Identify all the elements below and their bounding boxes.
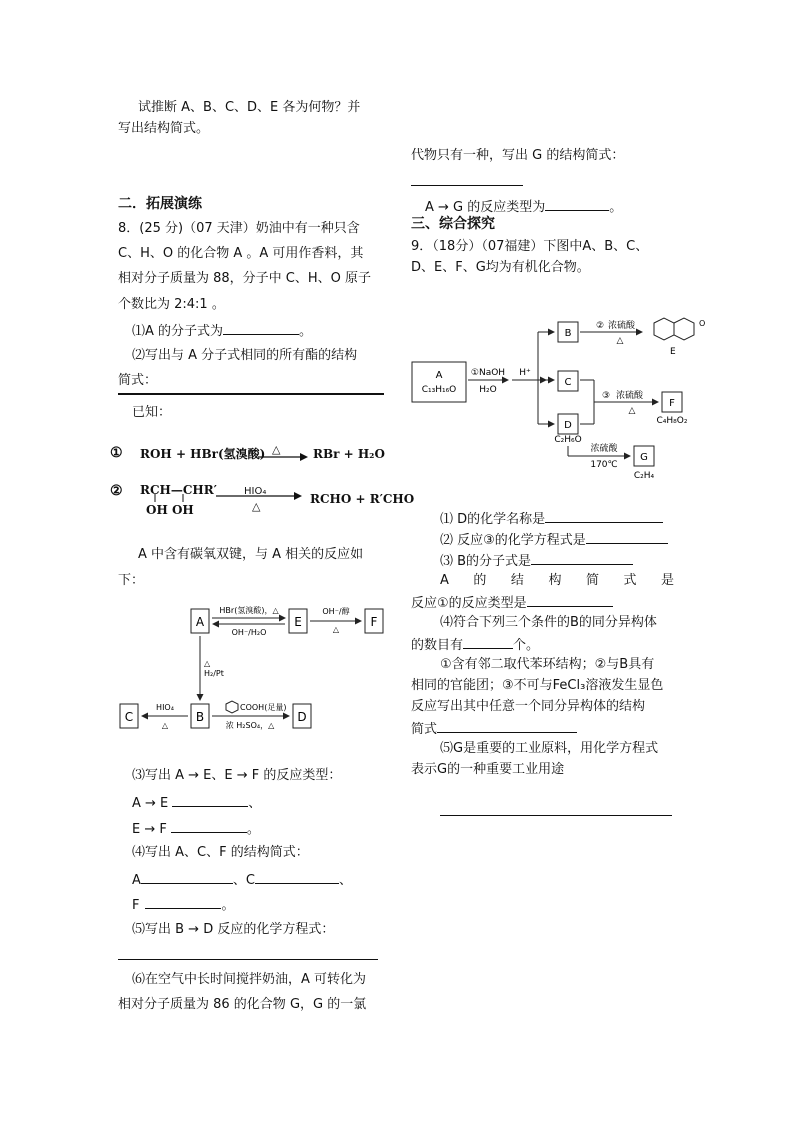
q8-line-3: 相对分子质量为 88，分子中 C、H、O 原子 <box>118 271 372 286</box>
label-A2: A <box>435 370 443 381</box>
ab-1: △ <box>204 659 211 668</box>
ag-type-blank[interactable] <box>545 196 609 211</box>
eq2-top: RCH—CHR′ <box>140 483 217 497</box>
q8-part6-line-2: 相对分子质量为 86 的化合物 G，G 的一氯 <box>118 997 367 1012</box>
reaction-scheme-1 <box>110 600 390 745</box>
q8-part1-blank[interactable] <box>223 320 299 335</box>
bd-bottom: 浓 H₂SO₄，△ <box>225 721 275 730</box>
q8-part2-line-1: ⑵写出与 A 分子式相同的所有酯的结构 <box>132 348 358 363</box>
q9-part4-line-2 <box>411 634 539 656</box>
q8-part4-f <box>132 894 235 916</box>
q9-part3c <box>411 592 613 614</box>
g-structure-blank[interactable] <box>411 185 523 186</box>
eq2-cond-top: HIO₄ <box>244 486 267 497</box>
eq2-number: ② <box>110 483 123 499</box>
q8-part4-c-end: 、 <box>338 873 352 888</box>
q8-line-1: 8．(25 分)（07 天津）奶油中有一种只含 <box>118 221 360 236</box>
q9-part4-line-3: ①含有邻二取代苯环结构；②与B具有 <box>440 657 655 672</box>
q9-part3-text: ⑶ B的分子式是 <box>440 554 532 569</box>
known-label: 已知： <box>132 405 172 420</box>
label-C: C <box>124 710 134 724</box>
g-usage-answer-line[interactable] <box>440 815 672 816</box>
d-name-blank[interactable] <box>545 508 663 523</box>
spread-char: A <box>440 573 449 588</box>
intro-line-1: 试推断 A、B、C、D、E 各为何物？并 <box>138 100 361 115</box>
q9-part2 <box>440 529 668 551</box>
a-blank[interactable] <box>141 869 233 884</box>
label-A: A <box>195 615 205 629</box>
q9-part4-line-5: 反应写出其中任意一个同分异构体的结构 <box>411 699 646 714</box>
label-C2: C <box>564 377 572 388</box>
q8-part3-ef <box>132 818 260 840</box>
ae-top: HBr(氢溴酸)，△ <box>219 606 279 615</box>
q8-part3-ef-label: E → F <box>132 822 167 837</box>
eq1-number: ① <box>110 445 123 461</box>
q9-part4-structure-text: 简式 <box>411 722 438 737</box>
hplus-label: H⁺ <box>519 368 531 378</box>
label-D: D <box>297 710 307 724</box>
q9-part4-line-1: ⑷符合下列三个条件的B的同分异构体 <box>440 615 657 630</box>
step2-label: ② <box>596 321 605 331</box>
q8-line-4: 个数比为 2:4:1 。 <box>118 297 225 312</box>
q8-part3-ae-end: 、 <box>248 796 262 811</box>
q8-part4-f-end: 。 <box>221 898 235 913</box>
q8-part4-a-label: A <box>132 873 141 888</box>
formula-D2: C₂H₆O <box>554 435 582 445</box>
spread-char: 的 <box>473 573 487 588</box>
q9-line-2: D、E、F、G均为有机化合物。 <box>411 260 590 275</box>
label-B: B <box>195 710 205 724</box>
q8-part1-end: 。 <box>299 324 313 339</box>
q9-part1 <box>440 508 663 530</box>
reaction-scheme-2 <box>408 310 708 485</box>
ef-bottom: △ <box>332 625 340 634</box>
q9-part3b <box>440 571 674 591</box>
q8-note-2: 下： <box>118 573 145 588</box>
h2o-label: H₂O <box>479 385 497 395</box>
q9-line-1: 9．（18分）（07福建）下图中A、B、C、 <box>411 239 649 254</box>
delta-label-1: △ <box>616 336 624 346</box>
label-E: E <box>294 615 302 629</box>
q8-part4-ac <box>132 869 352 891</box>
bc-bottom: △ <box>161 721 169 730</box>
ef-blank[interactable] <box>171 818 247 833</box>
eq1-left: ROH + HBr(氢溴酸) <box>140 447 266 461</box>
b-formula-blank[interactable] <box>531 550 633 565</box>
spread-char: 是 <box>660 573 674 588</box>
q9-part4-count-text: 的数目有 <box>411 638 464 653</box>
spread-char: 结 <box>510 573 524 588</box>
answer-rule <box>118 393 384 395</box>
q9-part5-line-1: ⑸G是重要的工业原料，用化学方程式 <box>440 741 659 756</box>
ab-2: H₂/Pt <box>204 669 224 678</box>
q9-part4-line-6 <box>411 718 577 740</box>
ag-type-text: A → G 的反应类型为 <box>425 200 546 215</box>
ef-top: OH⁻/醇 <box>322 607 350 616</box>
formula-G2: C₂H₄ <box>633 471 655 481</box>
q8-part1-text: ⑴A 的分子式为 <box>132 324 224 339</box>
eq2-cond-bottom: △ <box>252 500 261 513</box>
q8-part3-ef-end: 。 <box>246 822 260 837</box>
eq3-blank[interactable] <box>586 529 668 544</box>
q9-part5-line-2: 表示G的一种重要工业用途 <box>411 762 565 777</box>
q8-part3-ae-label: A → E <box>132 796 169 811</box>
acid-label-2: 浓硫酸 <box>616 391 644 401</box>
q8-part4: ⑷写出 A、C、F 的结构简式： <box>132 845 309 860</box>
q8-part5: ⑸写出 B → D 反应的化学方程式： <box>132 922 335 937</box>
ring-o: O <box>699 319 706 328</box>
label-E2: E <box>670 347 676 357</box>
q9-part4-line-4: 相同的官能团；③不可与FeCl₃溶液发生显色 <box>411 678 664 693</box>
c-blank[interactable] <box>255 869 339 884</box>
q8-part6-line-1: ⑹在空气中长时间搅拌奶油，A 可转化为 <box>132 972 367 987</box>
q9-part1-text: ⑴ D的化学名称是 <box>440 512 546 527</box>
eq2-right: RCHO + R′CHO <box>310 492 415 506</box>
spread-char: 构 <box>548 573 562 588</box>
label-B2: B <box>564 328 572 339</box>
formula-A2: C₁₃H₁₆O <box>421 385 457 395</box>
naoh-label: ①NaOH <box>470 368 506 378</box>
intro-line-2: 写出结构简式。 <box>118 121 210 136</box>
q9-part3c-text: 反应①的反应类型是 <box>411 596 527 611</box>
ag-type-end: 。 <box>609 200 623 215</box>
isomer-count-blank[interactable] <box>463 634 513 649</box>
section-2-heading: 二．拓展演练 <box>118 196 202 212</box>
spread-char: 简 <box>585 573 599 588</box>
f-blank[interactable] <box>145 894 221 909</box>
rxn1-type-blank[interactable] <box>527 592 613 607</box>
label-F2: F <box>669 398 675 409</box>
q8-part4-c-label: 、C <box>232 873 255 888</box>
q9-part2-text: ⑵ 反应③的化学方程式是 <box>440 533 586 548</box>
isomer-structure-blank[interactable] <box>437 718 577 733</box>
formula-F2: C₄H₈O₂ <box>656 416 688 426</box>
bc-top: HIO₄ <box>156 703 174 712</box>
q9-part4-count-end: 个。 <box>513 638 540 653</box>
q8-part3-ae <box>132 792 261 814</box>
eq1-arrow <box>256 444 308 466</box>
eq1-right: RBr + H₂O <box>313 447 385 461</box>
section-3-heading: 三、综合探究 <box>411 216 495 232</box>
q8-part3: ⑶写出 A → E、E → F 的反应类型： <box>132 768 342 783</box>
label-F: F <box>370 615 378 629</box>
q8-note-1: A 中含有碳氧双键，与 A 相关的反应如 <box>138 547 364 562</box>
delta-label-2: △ <box>628 406 636 416</box>
box-A2 <box>412 362 466 402</box>
label-D2: D <box>564 420 572 431</box>
acid-label-1: 浓硫酸 <box>608 321 636 331</box>
q8-part1 <box>132 320 312 342</box>
cont-line-1: 代物只有一种，写出 G 的结构简式： <box>411 148 625 163</box>
eq1-condition: △ <box>272 443 281 456</box>
ae-bottom: OH⁻/H₂O <box>231 628 267 637</box>
eq2-bottom: OH OH <box>146 503 194 517</box>
temp-label: 170℃ <box>590 460 618 470</box>
acid-label-3: 浓硫酸 <box>590 444 618 454</box>
ae-blank[interactable] <box>172 792 248 807</box>
label-G2: G <box>640 452 648 463</box>
bd-top: COOH(足量) <box>240 703 287 712</box>
bd-answer-line[interactable] <box>118 959 378 960</box>
q8-part2-line-2: 简式： <box>118 373 158 388</box>
q8-part4-f-label: F <box>132 898 140 913</box>
spread-char: 式 <box>623 573 637 588</box>
q9-part3 <box>440 550 633 572</box>
q8-line-2: C、H、O 的化合物 A 。A 可用作香料，其 <box>118 246 364 261</box>
step3-label: ③ <box>602 391 611 401</box>
